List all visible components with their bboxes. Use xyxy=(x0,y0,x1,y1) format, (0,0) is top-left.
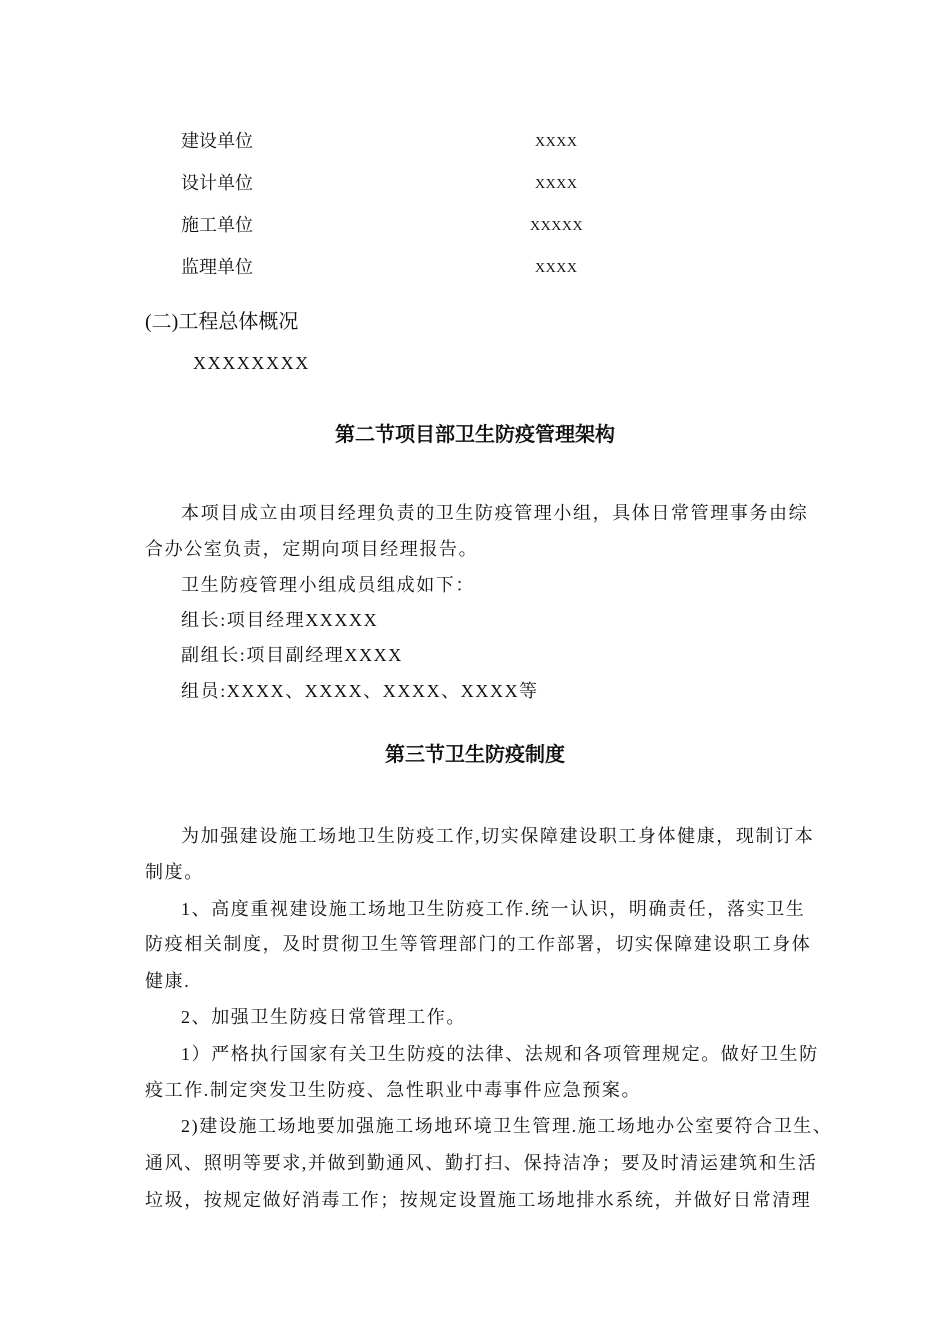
section3-line-7: 1）严格执行国家有关卫生防疫的法律、法规和各项管理规定。做好卫生防 xyxy=(181,1044,819,1064)
section3-line-4: 防疫相关制度，及时贯彻卫生等管理部门的工作部署，切实保障建设职工身体 xyxy=(145,934,812,954)
unit-label-supervision: 监理单位 xyxy=(181,257,253,277)
unit-value-contractor: XXXXX xyxy=(530,219,584,234)
section2-line-6: 组员:XXXX、XXXX、XXXX、XXXX等 xyxy=(181,681,539,701)
overview-text: XXXXXXXX xyxy=(193,353,310,373)
overview-heading: (二)工程总体概况 xyxy=(145,311,299,333)
section3-line-10: 通风、照明等要求,并做到勤通风、勤打扫、保持洁净；要及时清运建筑和生活 xyxy=(145,1153,818,1173)
section2-line-2: 合办公室负责，定期向项目经理报告。 xyxy=(145,539,479,559)
section3-line-11: 垃圾，按规定做好消毒工作；按规定设置施工场地排水系统，并做好日常清理 xyxy=(145,1190,812,1210)
section3-line-5: 健康. xyxy=(145,971,191,991)
section2-line-5: 副组长:项目副经理XXXX xyxy=(181,645,403,665)
section3-line-2: 制度。 xyxy=(145,862,204,882)
unit-value-supervision: XXXX xyxy=(535,261,578,276)
section3-line-8: 疫工作.制定突发卫生防疫、急性职业中毒事件应急预案。 xyxy=(145,1080,642,1100)
unit-label-design: 设计单位 xyxy=(181,173,253,193)
unit-label-construction: 建设单位 xyxy=(181,131,253,151)
section3-line-6: 2、加强卫生防疫日常管理工作。 xyxy=(181,1007,466,1027)
unit-label-contractor: 施工单位 xyxy=(181,215,253,235)
unit-value-design: XXXX xyxy=(535,177,578,192)
unit-value-construction: XXXX xyxy=(535,135,578,150)
section2-title: 第二节项目部卫生防疫管理架构 xyxy=(335,424,615,446)
section3-line-3: 1、高度重视建设施工场地卫生防疫工作.统一认识，明确责任，落实卫生 xyxy=(181,899,806,919)
section3-title: 第三节卫生防疫制度 xyxy=(385,744,565,766)
section3-line-9: 2)建设施工场地要加强施工场地环境卫生管理.施工场地办公室要符合卫生、 xyxy=(181,1116,833,1136)
section2-line-4: 组长:项目经理XXXXX xyxy=(181,610,379,630)
section2-line-1: 本项目成立由项目经理负责的卫生防疫管理小组，具体日常管理事务由综 xyxy=(181,503,809,523)
section3-line-1: 为加强建设施工场地卫生防疫工作,切实保障建设职工身体健康，现制订本 xyxy=(181,826,815,846)
section2-line-3: 卫生防疫管理小组成员组成如下： xyxy=(181,575,475,595)
